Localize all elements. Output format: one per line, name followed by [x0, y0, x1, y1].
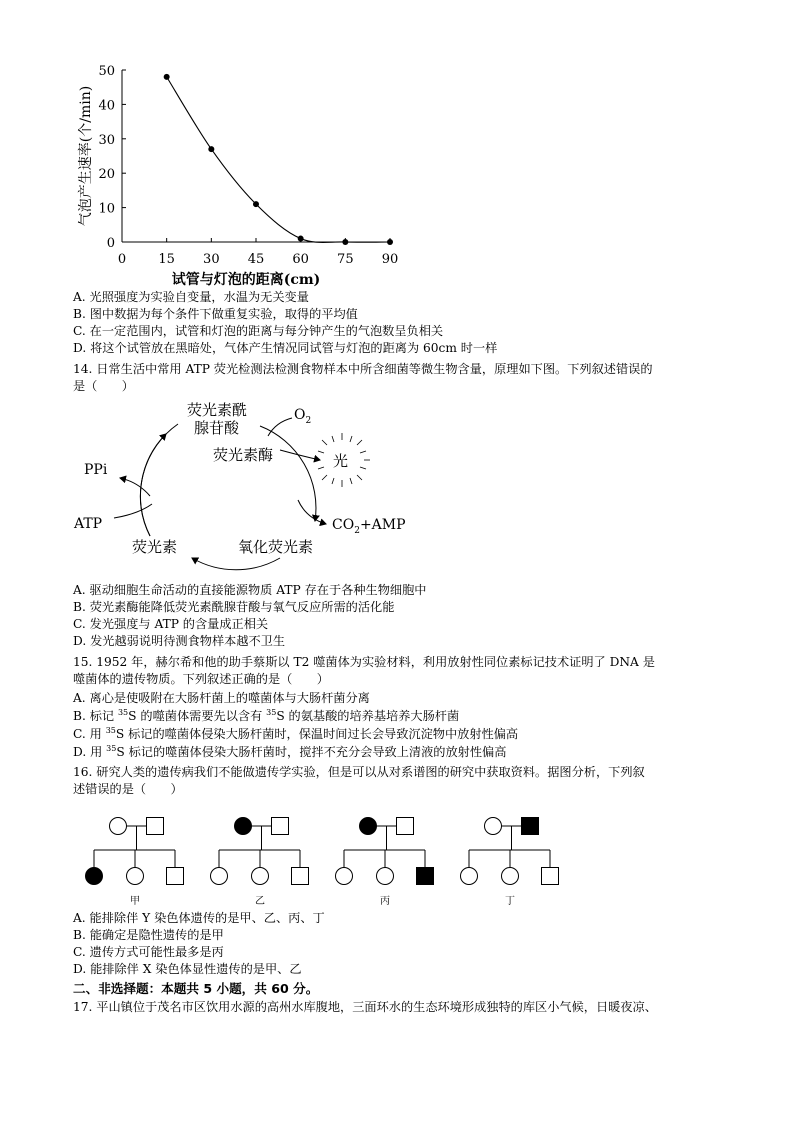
ppi-arrow: [120, 478, 150, 496]
bubble-rate-chart: [70, 58, 410, 290]
luciferyl-label-2: 腺苷酸: [194, 419, 240, 437]
y-tick-label: 20: [98, 167, 115, 183]
child-female: [336, 868, 353, 885]
parent-male: [272, 818, 289, 835]
data-point: [164, 74, 170, 80]
q14-stem-line2: 是（ ）: [73, 379, 134, 393]
child-male: [417, 868, 434, 885]
parent-female: [110, 818, 127, 835]
parent-male: [397, 818, 414, 835]
parent-male: [147, 818, 164, 835]
q16-option-d: D. 能排除伴 X 染色体显性遗传的是甲、乙: [73, 962, 302, 976]
pedigree-label: 丙: [380, 896, 390, 907]
q16-option-b: B. 能确定是隐性遗传的是甲: [73, 928, 224, 942]
q14-option-b: B. 荧光素酶能降低荧光素酰腺苷酸与氧气反应所需的活化能: [73, 600, 395, 614]
child-female: [502, 868, 519, 885]
child-female: [211, 868, 228, 885]
y-tick-label: 30: [98, 132, 115, 148]
o2-arrow: [268, 418, 292, 436]
q13-option-b: B. 图中数据为每个条件下做重复实验，取得的平均值: [73, 307, 358, 321]
pedigree-label: 甲: [130, 896, 140, 907]
section-two-heading: 二、非选择题：本题共 5 小题，共 60 分。: [73, 981, 319, 996]
cycle-arc-up: [140, 434, 166, 536]
data-point: [208, 146, 214, 152]
enzyme-label: 荧光素酶: [213, 446, 274, 464]
oxyluciferin-label: 氧化荧光素: [238, 538, 314, 556]
q14-option-a: A. 驱动细胞生命活动的直接能源物质 ATP 存在于各种生物细胞中: [73, 583, 427, 597]
x-tick-label: 0: [117, 252, 127, 267]
q16-stem-line2: 述错误的是（ ）: [73, 782, 183, 796]
ppi-label: PPi: [84, 462, 108, 478]
q13-option-a: A. 光照强度为实验自变量，水温为无关变量: [73, 290, 309, 304]
x-tick-label: 60: [292, 252, 309, 267]
x-tick-label: 15: [158, 252, 175, 267]
data-curve: [167, 77, 390, 243]
pedigree-diagrams: [80, 810, 570, 910]
parent-female: [360, 818, 377, 835]
atp-label: ATP: [74, 516, 103, 532]
x-tick-label: 75: [337, 252, 354, 267]
x-tick-label: 30: [203, 252, 220, 267]
q14-option-c: C. 发光强度与 ATP 的含量成正相关: [73, 617, 269, 631]
pedigree-label: 丁: [505, 896, 515, 907]
child-female: [86, 868, 103, 885]
x-tick-label: 90: [381, 252, 399, 267]
data-point: [342, 239, 348, 245]
co2-arrow: [298, 500, 326, 524]
q15-stem-line2: 噬菌体的遗传物质。下列叙述正确的是（ ）: [73, 672, 329, 686]
luciferyl-label-1: 荧光素酰: [187, 401, 248, 419]
q13-option-d: D. 将这个试管放在黑暗处，气体产生情况同试管与灯泡的距离为 60cm 时一样: [73, 341, 498, 355]
co2-amp-label: $CO_2+AMP$: [332, 517, 406, 536]
parent-female: [485, 818, 502, 835]
atp-arrow: [114, 504, 152, 518]
cycle-arc-right: [260, 426, 316, 521]
child-male: [292, 868, 309, 885]
child-female: [377, 868, 394, 885]
q15-option-d: D. 用 $^{35}$S 标记的噬菌体侵染大肠杆菌时，搅拌不充分会导致上清液的放射性偏高: [73, 743, 507, 759]
q15-option-a: A. 离心是使吸附在大肠杆菌上的噬菌体与大肠杆菌分离: [73, 691, 370, 705]
pedigree-label: 乙: [255, 896, 265, 907]
data-point: [387, 239, 393, 245]
light-arrow: [280, 450, 320, 460]
y-tick-label: 0: [106, 236, 115, 251]
data-point: [298, 236, 304, 242]
cycle-arc-left: [140, 424, 178, 536]
child-male: [167, 868, 184, 885]
child-female: [252, 868, 269, 885]
q13-option-c: C. 在一定范围内，试管和灯泡的距离与每分钟产生的气泡数呈负相关: [73, 324, 444, 338]
q14-option-d: D. 发光越弱说明待测食物样本越不卫生: [73, 634, 286, 648]
o2-label: $O_2$: [294, 407, 312, 426]
atp-fluorescence-diagram: [70, 396, 430, 580]
q15-option-c: C. 用 $^{35}$S 标记的噬菌体侵染大肠杆菌时，保温时间过长会导致沉淀物中放射性偏高: [73, 725, 519, 741]
y-axis-label: 气泡产生速率(个/min): [78, 85, 94, 227]
y-tick-label: 40: [98, 98, 115, 114]
luciferin-label: 荧光素: [132, 538, 178, 556]
y-tick-label: 10: [98, 201, 115, 217]
q15-option-b: B. 标记 $^{35}$S 的噬菌体需要先以含有 $^{35}$S 的氨基酸的培养基培养大肠杆菌: [73, 707, 460, 723]
x-tick-label: 45: [247, 252, 265, 267]
parent-male: [522, 818, 539, 835]
y-tick-label: 50: [98, 64, 115, 79]
parent-female: [235, 818, 252, 835]
q16-option-c: C. 遗传方式可能性最多是丙: [73, 945, 224, 959]
x-axis-label: 试管与灯泡的距离(cm): [171, 272, 321, 288]
q14-stem-line1: 14. 日常生活中常用 ATP 荧光检测法检测食物样本中所含细菌等微生物含量，原理如下图。下列叙述错误的: [73, 362, 653, 376]
q16-stem-line1: 16. 研究人类的遗传病我们不能做遗传学实验，但是可以从对系谱图的研究中获取资料。据图分析，下列叙: [73, 765, 645, 779]
light-label: 光: [333, 452, 349, 470]
q15-stem-line1: 15. 1952 年，赫尔希和他的助手蔡斯以 T2 噬菌体为实验材料，利用放射性同位素标记技术证明了 DNA 是: [73, 655, 655, 669]
cycle-arc-bottom: [192, 558, 280, 570]
child-female: [461, 868, 478, 885]
q16-option-a: A. 能排除伴 Y 染色体遗传的是甲、乙、丙、丁: [73, 911, 325, 925]
q17-stem-line1: 17. 平山镇位于茂名市区饮用水源的高州水库腹地，三面环水的生态环境形成独特的库区小气候，日暖夜凉、: [73, 1000, 657, 1014]
child-female: [127, 868, 144, 885]
data-point: [253, 201, 259, 207]
child-male: [542, 868, 559, 885]
